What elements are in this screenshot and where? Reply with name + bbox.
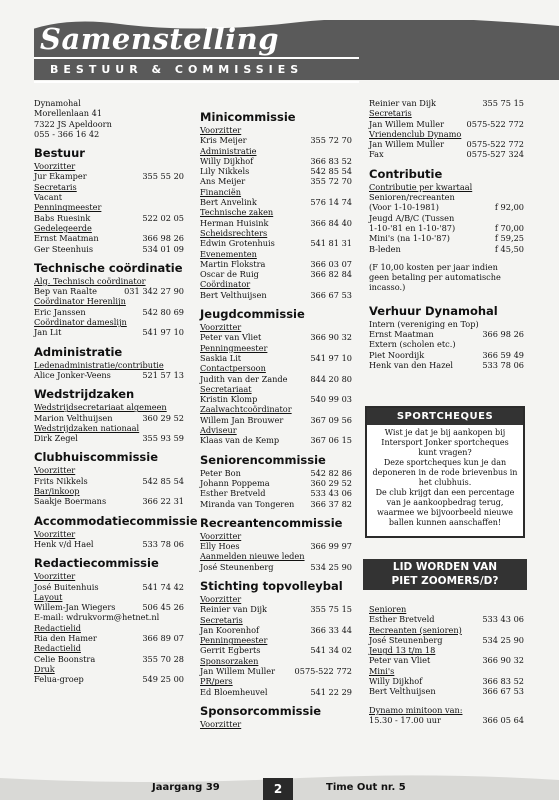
- contact-name: Henk van den Hazel: [369, 359, 453, 370]
- contact-name: Peter Bon: [200, 467, 241, 478]
- section-heading: Seniorencommissie: [200, 452, 326, 467]
- contact-name: Saakje Boermans: [34, 496, 107, 507]
- contact-phone: 540 99 03: [310, 394, 352, 405]
- contact-phone: 542 85 54: [142, 475, 184, 486]
- role-label: Scheidsrechters: [200, 227, 268, 238]
- contact-row: [200, 259, 352, 269]
- contact-row: [34, 171, 184, 181]
- text-line: Jeugd A/B/C (Tussen: [369, 212, 455, 223]
- contact-phone: 360 29 52: [310, 477, 352, 488]
- contact-phone: 367 06 15: [310, 435, 352, 446]
- contact-row: [369, 614, 524, 624]
- contact-phone: 366 98 26: [482, 329, 524, 340]
- contact-row: [369, 119, 524, 129]
- role-label: Penningmeester: [200, 342, 268, 353]
- text-line: 7322 JS Apeldoorn: [34, 118, 112, 129]
- contact-row: [34, 370, 184, 380]
- section-heading: Sponsorcommissie: [200, 703, 322, 718]
- sportcheques-line: het clubhuis.: [418, 478, 472, 487]
- contact-row: [200, 645, 352, 655]
- role-label: Voorzitter: [200, 718, 242, 729]
- lid-worden-title-line1: LID WORDEN VAN: [392, 561, 498, 573]
- section-heading: Minicommissie: [200, 110, 296, 124]
- role-label: Voorzitter: [34, 161, 76, 172]
- sportcheques-title: SPORTCHEQUES: [367, 408, 523, 425]
- role-label: Adviseur: [200, 425, 237, 436]
- contact-name: (Voor 1-10-1981): [369, 202, 439, 213]
- contact-row: [200, 478, 352, 488]
- contact-row: [369, 98, 524, 108]
- lid-worden-list: [369, 604, 524, 725]
- contact-phone: f 92,00: [494, 202, 524, 213]
- contact-phone: 355 72 70: [310, 176, 352, 187]
- contact-row: [369, 715, 524, 725]
- role-label: Contributie per kwartaal: [369, 181, 473, 192]
- role-label: Coördinator Herenlijn: [34, 296, 126, 307]
- spacer: [369, 697, 524, 705]
- contact-name: Jan Willem Muller: [369, 139, 445, 150]
- contact-phone: 355 75 15: [310, 604, 352, 615]
- contact-row: [34, 233, 184, 243]
- contact-phone: 541 74 42: [142, 581, 184, 592]
- text-line: E-mail: wdrukvorm@hetnet.nl: [34, 612, 160, 623]
- section-heading: Clubhuiscommissie: [34, 450, 159, 465]
- role-label: Secretaris: [369, 108, 412, 119]
- contact-name: Jan Willem Muller: [369, 118, 445, 129]
- sportcheques-line: van je aankoopbedrag terug,: [386, 498, 504, 507]
- role-label: Alg. Technisch coördinator: [34, 275, 146, 286]
- role-label: Technische zaken: [200, 207, 274, 218]
- contact-name: Johann Poppema: [200, 477, 270, 488]
- contact-row: [34, 582, 184, 592]
- contact-row: [369, 655, 524, 665]
- text-line: Morellenlaan 41: [34, 108, 103, 119]
- contact-phone: 366 90 32: [482, 655, 524, 666]
- contact-phone: 355 93 59: [142, 433, 184, 444]
- contact-phone: 541 81 31: [310, 238, 352, 249]
- contact-row: [200, 166, 352, 176]
- section-heading: Wedstrijdzaken: [34, 387, 135, 402]
- contact-name: Piet Noordijk: [369, 349, 425, 360]
- contact-name: Eric Janssen: [34, 306, 86, 317]
- contact-phone: 541 22 29: [310, 686, 352, 697]
- contact-phone: f 59,25: [494, 233, 524, 244]
- contact-name: Ernst Maatman: [34, 233, 99, 244]
- role-label: Redactielid: [34, 622, 81, 633]
- page-title: Samenstelling: [40, 22, 280, 56]
- contact-row: [200, 290, 352, 300]
- contact-row: [200, 353, 352, 363]
- contact-row: [34, 496, 184, 506]
- role-label: Vriendenclub Dynamo: [369, 128, 462, 139]
- sportcheques-line: waarmee we bijvoorbeeld nieuwe: [376, 508, 514, 517]
- contact-row: [200, 176, 352, 186]
- contact-phone: 366 84 40: [310, 217, 352, 228]
- contact-name: Dirk Zegel: [34, 433, 78, 444]
- header-rule-top: [34, 57, 359, 59]
- contact-row: [200, 687, 352, 697]
- contact-row: [34, 476, 184, 486]
- contact-phone: 360 29 52: [142, 412, 184, 423]
- contact-name: Jan Willem Muller: [200, 666, 276, 677]
- role-label: Recreanten (senioren): [369, 624, 462, 635]
- contact-phone: 366 67 53: [482, 686, 524, 697]
- contact-name: B-leden: [369, 243, 401, 254]
- sportcheques-text: [367, 425, 523, 528]
- contact-phone: 844 20 80: [310, 373, 352, 384]
- contact-row: [34, 654, 184, 664]
- contact-phone: 366 05 64: [482, 714, 524, 725]
- text-line: 055 - 366 16 42: [34, 128, 100, 139]
- contact-row: [200, 197, 352, 207]
- contact-name: Babs Ruesink: [34, 212, 91, 223]
- contact-phone: 0575-527 324: [466, 149, 524, 160]
- contact-phone: 533 78 06: [482, 359, 524, 370]
- contact-name: Bert Velthuijsen: [200, 289, 267, 300]
- header-rule-bottom: [34, 81, 359, 83]
- column-middle: [200, 111, 352, 729]
- role-label: Dynamo minitoon van:: [369, 704, 463, 715]
- role-label: Layout: [34, 591, 63, 602]
- contact-phone: 366 82 84: [310, 269, 352, 280]
- role-label: Voorzitter: [200, 125, 242, 135]
- contact-phone: 533 43 06: [310, 488, 352, 499]
- contact-name: Gerrit Egberts: [200, 645, 261, 656]
- contact-row: [200, 488, 352, 498]
- contact-name: Marion Velthuijsen: [34, 412, 113, 423]
- contact-row: [200, 394, 352, 404]
- section-heading: Redactiecommissie: [34, 556, 159, 571]
- contact-name: 1-10-'81 en 1-10-'87): [369, 222, 456, 233]
- contact-name: Esther Bretveld: [369, 614, 435, 625]
- role-label: Jeugd 13 t/m 18: [369, 645, 436, 656]
- text-line: Vacant: [34, 192, 63, 203]
- contact-phone: 367 09 56: [310, 414, 352, 425]
- contact-row: [200, 541, 352, 551]
- contact-row: [34, 286, 184, 296]
- contact-phone: 542 80 69: [142, 306, 184, 317]
- contact-phone: 0575-522 772: [294, 666, 352, 677]
- role-label: Wedstrijdzaken nationaal: [34, 422, 140, 433]
- role-label: Voorzitter: [200, 593, 242, 604]
- contact-phone: 534 01 09: [142, 243, 184, 254]
- contact-row: [200, 218, 352, 228]
- role-label: Redactielid: [34, 643, 81, 654]
- contact-name: José Steunenberg: [200, 561, 274, 572]
- section-heading: Contributie: [369, 166, 443, 181]
- contact-name: Alice Jonker-Veens: [34, 369, 111, 380]
- role-label: Penningmeester: [34, 202, 102, 213]
- contact-phone: 549 25 00: [142, 674, 184, 685]
- contact-name: Bep van Raalte: [34, 286, 97, 297]
- contact-name: Ernst Maatman: [369, 329, 434, 340]
- sportcheques-line: deponeren in de rode brievenbus in: [372, 468, 518, 477]
- contact-row: [200, 499, 352, 509]
- contact-name: Felua-groep: [34, 674, 84, 685]
- contact-phone: 533 78 06: [142, 538, 184, 549]
- role-label: Voorzitter: [200, 322, 242, 333]
- contact-phone: 541 34 02: [310, 645, 352, 656]
- contact-name: Ed Bloemheuvel: [200, 686, 268, 697]
- contact-row: [200, 468, 352, 478]
- role-label: Contactpersoon: [200, 363, 266, 374]
- role-label: Administratie: [200, 145, 257, 156]
- contact-row: [34, 633, 184, 643]
- page-number: 2: [263, 778, 293, 800]
- role-label: Bar/inkoop: [34, 486, 80, 497]
- role-label: Secretaris: [34, 181, 77, 192]
- role-label: Aanmelden nieuwe leden: [200, 551, 305, 562]
- role-label: Financiën: [200, 186, 242, 197]
- role-label: Ledenadministratie/contributie: [34, 359, 164, 370]
- contact-row: [34, 213, 184, 223]
- contact-phone: 366 22 31: [142, 496, 184, 507]
- contact-row: [369, 329, 524, 339]
- contact-row: [200, 156, 352, 166]
- contact-name: Reinier van Dijk: [369, 98, 436, 108]
- contact-phone: 0575-522 772: [466, 118, 524, 129]
- contact-phone: 521 57 13: [142, 369, 184, 380]
- sportcheques-line: Wist je dat je bij aankopen bij: [384, 428, 506, 437]
- role-label: Gedelegeerde: [34, 222, 92, 233]
- contact-row: [200, 562, 352, 572]
- contact-name: Saskia Lit: [200, 352, 242, 363]
- sportcheques-line: De club krijgt dan een percentage: [375, 488, 515, 497]
- contact-row: [34, 539, 184, 549]
- contact-name: Celie Boonstra: [34, 653, 96, 664]
- role-label: Senioren: [369, 604, 407, 614]
- contact-name: 15.30 - 17.00 uur: [369, 714, 441, 725]
- contact-phone: 366 59 49: [482, 349, 524, 360]
- contact-name: Miranda van Tongeren: [200, 498, 295, 509]
- contact-phone: 366 89 07: [142, 632, 184, 643]
- section-heading: Recreantencommissie: [200, 515, 343, 530]
- role-label: PR/pers: [200, 676, 233, 687]
- role-label: Secretaris: [200, 614, 243, 625]
- contact-row: [369, 244, 524, 254]
- page-subtitle: BESTUUR & COMMISSIES: [50, 63, 304, 76]
- footer-volume: Jaargang 39: [152, 782, 220, 793]
- contact-name: Willy Dijkhof: [200, 155, 254, 166]
- contact-row: [369, 139, 524, 149]
- contact-name: Oscar de Ruig: [200, 269, 259, 280]
- contact-row: [369, 350, 524, 360]
- contact-row: [34, 327, 184, 337]
- contact-name: Jan Lit: [34, 327, 62, 338]
- role-label: Mini's: [369, 665, 395, 676]
- sportcheques-box: [365, 406, 525, 538]
- section-heading: Technische coördinatie: [34, 260, 183, 275]
- contact-row: [200, 238, 352, 248]
- contact-phone: 522 02 05: [142, 212, 184, 223]
- contact-name: Jan Koorenhof: [200, 624, 260, 635]
- contact-phone: 541 97 10: [310, 352, 352, 363]
- contact-name: Herman Huisink: [200, 217, 269, 228]
- contact-phone: 366 83 52: [310, 155, 352, 166]
- role-label: Sponsorzaken: [200, 655, 259, 666]
- role-label: Coördinator: [200, 279, 251, 290]
- contact-name: Klaas van de Kemp: [200, 435, 280, 446]
- contact-name: Frits Nikkels: [34, 475, 88, 486]
- column-right: [369, 98, 524, 370]
- contact-phone: 355 75 15: [482, 98, 524, 108]
- role-label: Voorzitter: [34, 528, 76, 539]
- contact-phone: 366 33 44: [310, 624, 352, 635]
- role-label: Wedstrijdsecretariaat algemeen: [34, 402, 167, 413]
- contact-name: Ger Steenhuis: [34, 243, 94, 254]
- section-heading: Administratie: [34, 344, 123, 359]
- contact-phone: 355 72 70: [310, 135, 352, 146]
- text-line: geen betaling per automatische: [369, 272, 501, 283]
- contact-name: Kris Meijer: [200, 135, 247, 146]
- footer-issue: Time Out nr. 5: [326, 782, 406, 793]
- sportcheques-line: ballen kunnen aanschaffen!: [388, 518, 502, 527]
- contact-name: Reinier van Dijk: [200, 604, 267, 615]
- role-label: Zaalwachtcoördinator: [200, 404, 292, 415]
- contact-row: [34, 244, 184, 254]
- contact-name: Bert Anvelink: [200, 197, 257, 208]
- lid-worden-title-line2: PIET ZOOMERS/D?: [391, 575, 499, 587]
- section-heading: Accommodatiecommissie: [34, 513, 198, 528]
- contact-row: [369, 149, 524, 159]
- contact-row: [369, 360, 524, 370]
- contact-row: [34, 674, 184, 684]
- contact-name: José Steunenberg: [369, 634, 443, 645]
- lid-worden-banner: [363, 559, 527, 590]
- contact-row: [369, 686, 524, 696]
- sportcheques-line: kunt vragen?: [418, 448, 472, 457]
- role-label: Evenementen: [200, 248, 257, 259]
- contact-phone: 542 85 54: [310, 166, 352, 177]
- contact-name: Esther Bretveld: [200, 488, 266, 499]
- text-line: Senioren/recreanten: [369, 192, 455, 203]
- contact-name: Fax: [369, 149, 384, 160]
- contact-phone: 0575-522 772: [466, 139, 524, 150]
- contact-row: [200, 332, 352, 342]
- text-line: Extern (scholen etc.): [369, 339, 456, 350]
- spacer: [369, 254, 524, 262]
- sportcheques-line: Intersport Jonker sportcheques: [381, 438, 509, 447]
- section-heading: Bestuur: [34, 146, 85, 161]
- contact-phone: 355 70 28: [142, 653, 184, 664]
- contact-phone: 542 82 86: [310, 467, 352, 478]
- contact-phone: 031 342 27 90: [124, 286, 184, 297]
- contact-phone: 541 97 10: [142, 327, 184, 338]
- contact-name: Elly Hoes: [200, 541, 240, 552]
- role-label: Secretariaat: [200, 383, 252, 394]
- contact-row: [34, 433, 184, 443]
- role-label: Coördinator dameslijn: [34, 317, 127, 328]
- contact-phone: f 45,50: [494, 243, 524, 254]
- contact-name: Willem Jan Brouwer: [200, 414, 284, 425]
- contact-name: Ria den Hamer: [34, 632, 97, 643]
- contact-phone: f 70,00: [494, 222, 524, 233]
- contact-name: Willem-Jan Wiegers: [34, 602, 116, 613]
- spacer: [369, 293, 524, 305]
- contact-phone: 366 83 52: [482, 676, 524, 687]
- contact-phone: 355 55 20: [142, 171, 184, 182]
- contact-name: Martin Flokstra: [200, 258, 266, 269]
- contact-phone: 366 90 32: [310, 332, 352, 343]
- contact-name: Lily Nikkels: [200, 166, 250, 177]
- contact-name: Judith van der Zande: [200, 373, 288, 384]
- contact-phone: 366 67 53: [310, 289, 352, 300]
- contact-phone: 366 37 82: [310, 498, 352, 509]
- role-label: Penningmeester: [200, 635, 268, 646]
- text-line: Intern (vereniging en Top): [369, 318, 479, 329]
- contact-name: Kristin Klomp: [200, 394, 258, 405]
- contact-row: [200, 666, 352, 676]
- contact-name: Jur Ekamper: [34, 171, 87, 182]
- sportcheques-line: Deze sportcheques kun je dan: [383, 458, 507, 467]
- contact-phone: 576 14 74: [310, 197, 352, 208]
- contact-row: [200, 625, 352, 635]
- contact-phone: 534 25 90: [482, 634, 524, 645]
- contact-name: Ans Meijer: [200, 176, 246, 187]
- contact-row: [200, 604, 352, 614]
- contact-row: [34, 602, 184, 612]
- contact-row: [369, 202, 524, 212]
- contact-name: Bert Velthuijsen: [369, 686, 436, 697]
- section-heading: Jeugdcommissie: [200, 307, 305, 322]
- contact-phone: 366 99 97: [310, 541, 352, 552]
- contact-name: Mini's (na 1-10-'87): [369, 233, 450, 244]
- contact-row: [200, 374, 352, 384]
- contact-name: Peter van Vliet: [200, 332, 262, 343]
- contact-phone: 534 25 90: [310, 561, 352, 572]
- role-label: Voorzitter: [200, 530, 242, 541]
- contact-name: José Buitenhuis: [34, 581, 99, 592]
- contact-row: [34, 307, 184, 317]
- contact-name: Willy Dijkhof: [369, 676, 423, 687]
- contact-row: [200, 135, 352, 145]
- contact-name: Peter van Vliet: [369, 655, 431, 666]
- text-line: Dynamohal: [34, 98, 81, 108]
- contact-row: [34, 413, 184, 423]
- role-label: Voorzitter: [34, 465, 76, 476]
- contact-row: [200, 435, 352, 445]
- contact-row: [369, 223, 524, 233]
- contact-phone: 366 98 26: [142, 233, 184, 244]
- column-left: [34, 98, 198, 685]
- text-line: (F 10,00 kosten per jaar indien: [369, 261, 498, 272]
- contact-row: [200, 269, 352, 279]
- contact-name: Edwin Grotenhuis: [200, 238, 275, 249]
- contact-phone: 506 45 26: [142, 602, 184, 613]
- contact-name: Henk v/d Hael: [34, 538, 94, 549]
- contact-phone: 366 03 07: [310, 258, 352, 269]
- section-heading: Verhuur Dynamohal: [369, 303, 498, 318]
- contact-row: [369, 635, 524, 645]
- contact-row: [369, 233, 524, 243]
- role-label: Druk: [34, 663, 55, 674]
- text-line: incasso.): [369, 282, 406, 293]
- contact-phone: 533 43 06: [482, 614, 524, 625]
- role-label: Voorzitter: [34, 571, 76, 582]
- contact-row: [369, 676, 524, 686]
- section-heading: Stichting topvolleybal: [200, 578, 343, 593]
- contact-row: [200, 415, 352, 425]
